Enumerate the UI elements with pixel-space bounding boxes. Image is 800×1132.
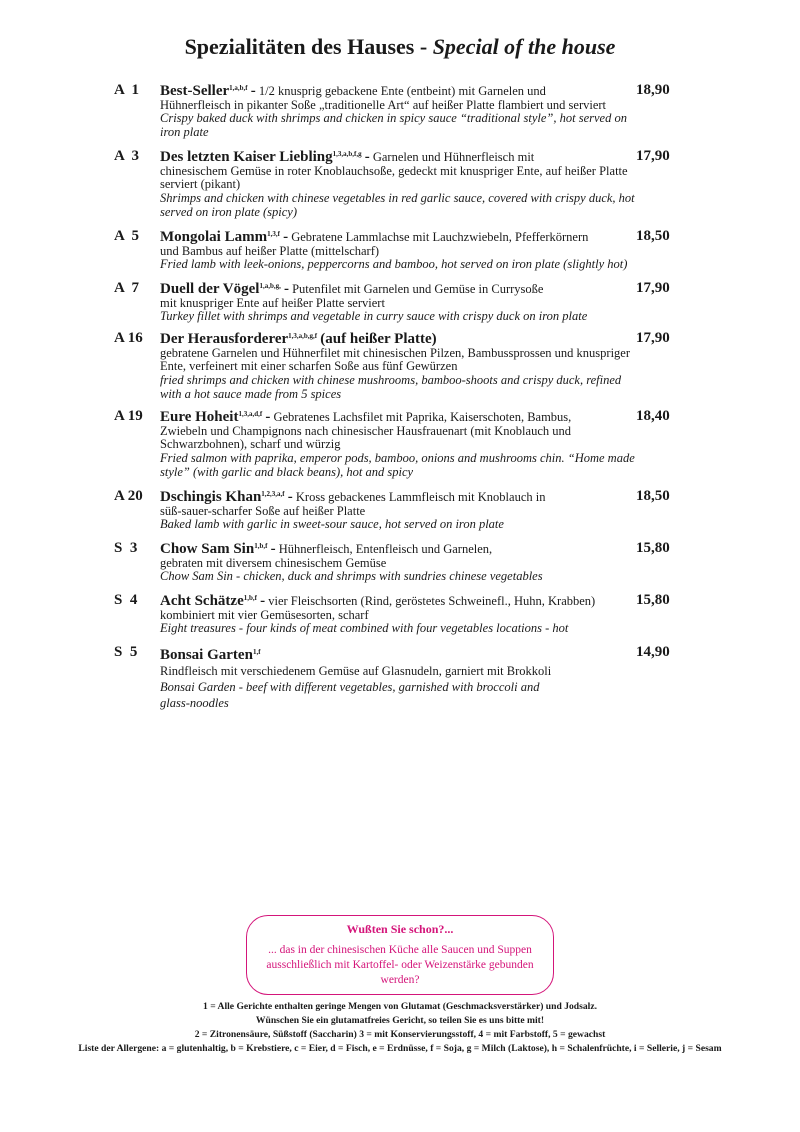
allergen-codes: 1,b,f: [254, 542, 268, 550]
footnote-glutamate: 1 = Alle Gerichte enthalten geringe Mengen von Glutamat (Geschmacksverstärker) und Jodsalz.: [203, 1001, 597, 1012]
dish-price: 18,50: [636, 228, 670, 244]
allergen-codes: 1,3,f: [267, 230, 280, 238]
dish-separator: -: [270, 541, 276, 558]
german-description: mit knuspriger Ente auf heißer Platte serviert: [160, 295, 385, 310]
dish-price: 18,40: [636, 408, 670, 424]
dish-name: Der Herausforderer: [160, 331, 289, 348]
dish-code: A 3: [114, 148, 140, 164]
dish-code: A 7: [114, 280, 140, 296]
german-description-start: Gebratenes Lachsfilet mit Paprika, Kaiserschoten, Bambus,: [273, 410, 572, 425]
dish-code: A 20: [114, 488, 143, 504]
german-description-start: Kross gebackenes Lammfleisch mit Knoblauch in: [295, 490, 546, 505]
dish-price: 18,90: [636, 82, 670, 98]
allergen-codes: 1,3,a,d,f: [238, 410, 263, 418]
dish-code: A 16: [114, 330, 143, 346]
dish-name: Eure Hoheit: [160, 409, 239, 426]
german-description-start: Garnelen und Hühnerfleisch mit: [372, 150, 535, 165]
dish-code: S 3: [114, 540, 138, 556]
dish-body: [160, 330, 645, 401]
page-title: [0, 34, 800, 60]
dish-separator: -: [260, 593, 266, 610]
allergen-codes: 1,3,a,b,f,g: [332, 150, 362, 158]
dish-separator: -: [364, 149, 370, 166]
dish-name: Acht Schätze: [160, 593, 244, 610]
dish-name: Chow Sam Sin: [160, 541, 255, 558]
dish-body: [160, 148, 645, 219]
english-description: Chow Sam Sin - chicken, duck and shrimps with sundries chinese vegetables: [160, 569, 543, 584]
allergen-codes: 1,a,b,f: [229, 84, 248, 92]
dish-separator: -: [283, 281, 289, 298]
dish-code: S 4: [114, 592, 138, 608]
german-description: kombiniert mit vier Gemüsesorten, scharf: [160, 607, 369, 622]
dish-price: 17,90: [636, 148, 670, 164]
dish-body: [160, 408, 645, 479]
info-box-text: ... das in der chinesischen Küche alle Saucen und Suppen ausschließlich mit Kartoffel- oder Weizenstärke gebunden werden?: [266, 944, 534, 986]
dish-price: 17,90: [636, 330, 670, 346]
title-german: Spezialitäten des Hauses -: [184, 34, 428, 59]
dish-body: [160, 592, 645, 636]
dish-code: A 1: [114, 82, 140, 98]
german-description-start: vier Fleischsorten (Rind, geröstetes Schweinefl., Huhn, Krabben): [268, 594, 596, 609]
footnote-allergens: Liste der Allergene: a = glutenhaltig, b = Krebstiere, c = Eier, d = Fisch, e = Erdnüsse, f = Soja, g = Milch (Laktose), h = Schalenfrüchte, i = Sellerie, j = Sesam: [78, 1043, 722, 1054]
title-english: Special of the house: [432, 34, 616, 59]
english-description: fried shrimps and chicken with chinese mushrooms, bamboo-shoots and crispy duck, refined with a hot sauce made from 5 spices: [160, 372, 622, 401]
dish-separator: (auf heißer Platte): [320, 331, 437, 348]
dish-price: 14,90: [636, 644, 670, 660]
info-box: [246, 915, 554, 995]
dish-price: 15,80: [636, 540, 670, 556]
dish-name: Best-Seller: [160, 83, 230, 100]
dish-name: Bonsai Garten: [160, 647, 253, 664]
dish-name: Dschingis Khan: [160, 489, 262, 506]
german-description: und Bambus auf heißer Platte (mittelscharf): [160, 243, 380, 258]
dish-price: 17,90: [636, 280, 670, 296]
dish-name: Mongolai Lamm: [160, 229, 268, 246]
english-description: Fried lamb with leek-onions, peppercorns and bamboo, hot served on iron plate (slightly hot): [160, 257, 628, 272]
dish-price: 15,80: [636, 592, 670, 608]
footnote-glutamate-request: Wünschen Sie ein glutamatfreies Gericht, so teilen Sie es uns bitte mit!: [255, 1015, 545, 1026]
german-description: chinesischem Gemüse in roter Knoblauchsoße, gedeckt mit knuspriger Ente, auf heißer Platte serviert (pikant): [160, 163, 628, 192]
allergen-codes: 1,a,b,g,: [259, 282, 281, 290]
german-description-start: Putenfilet mit Garnelen und Gemüse in Currysoße: [292, 282, 544, 297]
dish-name: Des letzten Kaiser Liebling: [160, 149, 333, 166]
dish-body: [160, 82, 645, 140]
dish-separator: -: [250, 83, 256, 100]
allergen-codes: 1,f: [252, 648, 261, 656]
dish-price: 18,50: [636, 488, 670, 504]
dish-body: [160, 228, 645, 272]
dish-separator: -: [265, 409, 271, 426]
german-description-start: 1/2 knusprig gebackene Ente (entbeint) mit Garnelen und: [258, 84, 546, 99]
english-description: Baked lamb with garlic in sweet-sour sauce, hot served on iron plate: [160, 517, 504, 532]
dish-separator: -: [283, 229, 289, 246]
allergen-codes: 1,b,f: [243, 594, 257, 602]
english-description: Fried salmon with paprika, emperor pods, bamboo, onions and mushrooms chin. “Home made style” (with garlic and black beans), hot and spicy: [160, 450, 635, 479]
allergen-codes: 1,3,a,b,g,f: [288, 332, 318, 340]
english-description: Shrimps and chicken with chinese vegetables in red garlic sauce, covered with crispy duck, hot served on iron plate (spicy): [160, 190, 635, 219]
allergen-codes: 1,2,3,a,f: [261, 490, 285, 498]
dish-code: A 5: [114, 228, 140, 244]
dish-code: S 5: [114, 644, 138, 660]
english-description: Crispy baked duck with shrimps and chicken in spicy sauce “traditional style”, hot served on iron plate: [160, 111, 627, 139]
german-description: gebratene Garnelen und Hühnerfilet mit chinesischen Pilzen, Bambussprossen und knuspriger Ente, verfeinert mit einer scharfen Soße aus fünf Gewürzen: [160, 345, 631, 374]
english-description: Bonsai Garden - beef with different vegetables, garnished with broccoli and glass-noodles: [160, 680, 540, 711]
german-description: Zwiebeln und Champignons nach chinesischer Hausfrauenart (mit Knoblauch und Schwarzbohnen), scharf und würzig: [160, 423, 571, 452]
dish-body: [160, 644, 645, 711]
german-description-start: Gebratene Lammlachse mit Lauchzwiebeln, Pfefferkörnern: [291, 230, 589, 245]
info-box-title: Wußten Sie schon?...: [346, 922, 454, 936]
german-description: gebraten mit diversem chinesischem Gemüse: [160, 555, 387, 570]
footnote-additives: 2 = Zitronensäure, Süßstoff (Saccharin) 3 = mit Konservierungsstoff, 4 = mit Farbstoff, 5 = gewachst: [194, 1029, 606, 1040]
english-description: Turkey fillet with shrimps and vegetable in curry sauce with crispy duck on iron plate: [160, 309, 588, 324]
dish-code: A 19: [114, 408, 143, 424]
footnotes: [0, 1000, 800, 1056]
german-description-start: Hühnerfleisch, Entenfleisch und Garnelen,: [278, 542, 493, 557]
dish-body: [160, 488, 645, 532]
english-description: Eight treasures - four kinds of meat combined with four vegetables locations - hot: [160, 621, 569, 636]
dish-body: [160, 540, 645, 584]
german-description: süß-sauer-scharfer Soße auf heißer Platte: [160, 503, 366, 518]
german-description: Hühnerfleisch in pikanter Soße „traditionelle Art“ auf heißer Platte flambiert und serviert: [160, 97, 607, 112]
dish-body: [160, 280, 645, 324]
german-description: Rindfleisch mit verschiedenem Gemüse auf Glasnudeln, garniert mit Brokkoli: [160, 664, 552, 679]
dish-name: Duell der Vögel: [160, 281, 260, 298]
dish-separator: -: [287, 489, 293, 506]
